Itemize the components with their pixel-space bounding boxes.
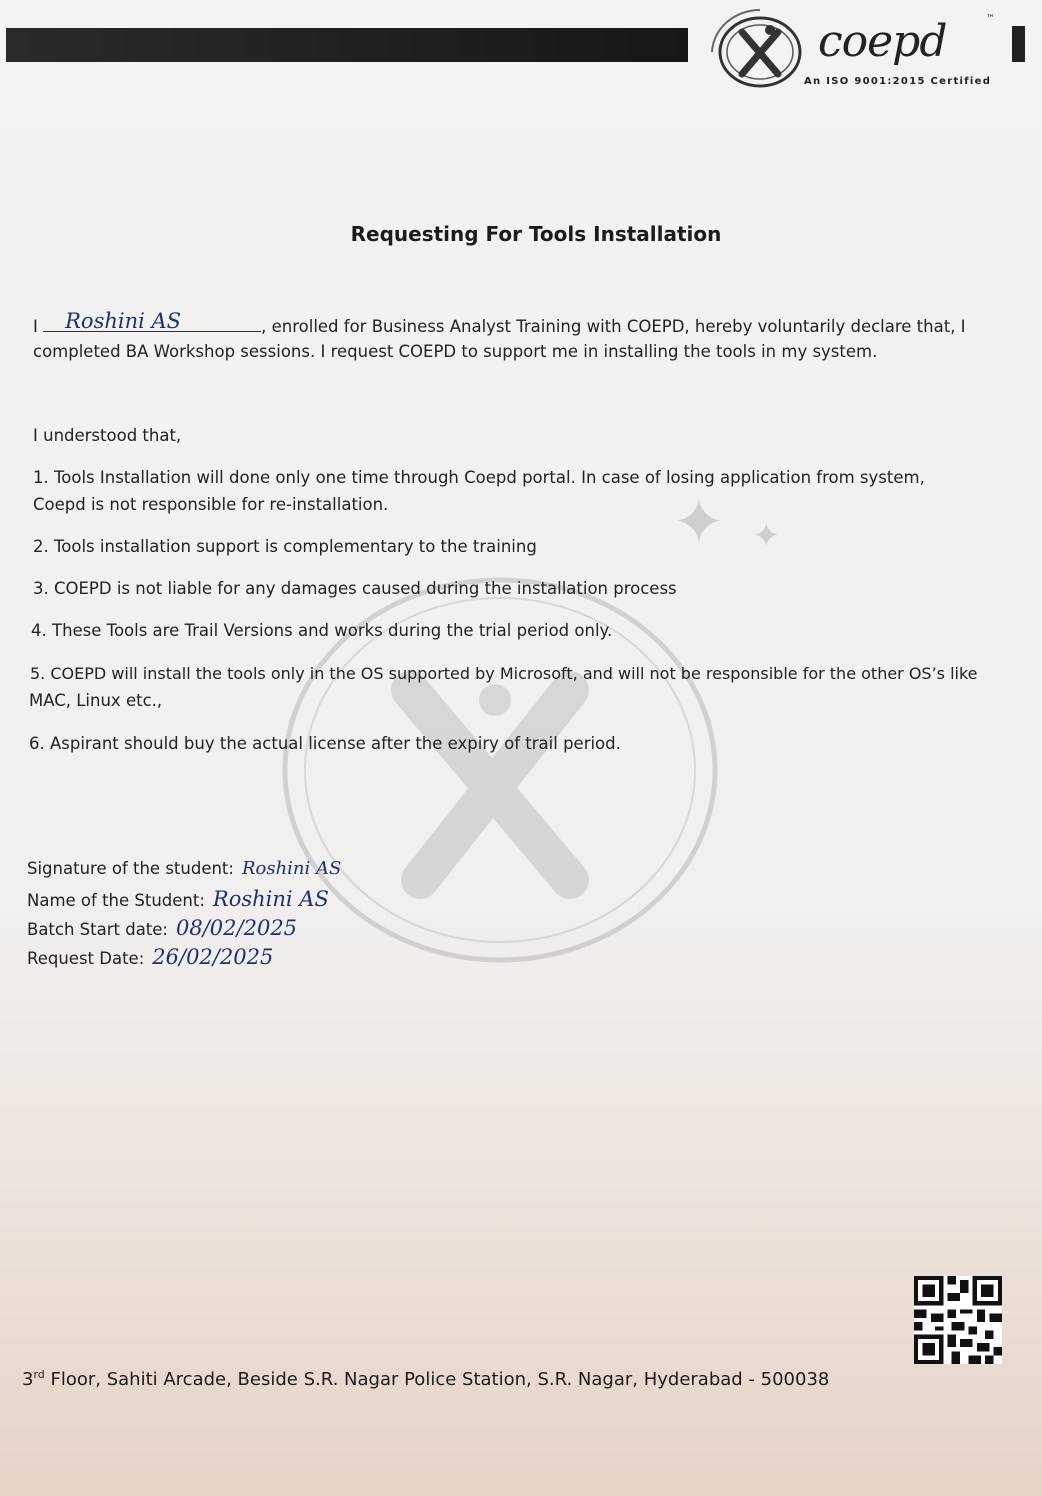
- handwritten-batch-date: 08/02/2025: [176, 916, 298, 940]
- coepd-logo: [692, 6, 1032, 98]
- page-title: Requesting For Tools Installation: [350, 222, 722, 246]
- term-4: 4. These Tools are Trail Versions and works during the trial period only.: [31, 621, 613, 640]
- declaration-prefix: I: [33, 317, 38, 336]
- iso-certification: An ISO 9001:2015 Certified: [804, 76, 992, 87]
- term-1-line-1: 1. Tools Installation will done only one time through Coepd portal. In case of losing application from system,: [33, 468, 925, 487]
- signature-field: [27, 858, 341, 879]
- sparkle-icon: ✦: [752, 516, 781, 556]
- coepd-x-logo-icon: [692, 6, 812, 98]
- brand-name: coepd: [818, 16, 947, 67]
- header-block: [1012, 26, 1025, 62]
- declaration-line-1: [33, 309, 966, 336]
- sparkle-icon: ✦: [672, 486, 726, 560]
- understood-intro: I understood that,: [33, 426, 182, 445]
- request-date-field: [27, 945, 273, 969]
- coepd-x-watermark-icon: [210, 540, 730, 980]
- student-name-field: [27, 887, 329, 911]
- declaration-text: , enrolled for Business Analyst Training with COEPD, hereby voluntarily declare that, I: [261, 317, 966, 336]
- header-bar: [6, 28, 688, 62]
- handwritten-student-name: Roshini AS: [65, 309, 182, 333]
- name-blank: [43, 309, 261, 333]
- trademark: ™: [986, 14, 995, 24]
- request-date-label: Request Date:: [27, 949, 145, 968]
- footer-address: [22, 1368, 829, 1390]
- term-5-line-2: MAC, Linux etc.,: [29, 691, 163, 710]
- student-name-label: Name of the Student:: [27, 891, 205, 910]
- signature-label: Signature of the student:: [27, 859, 234, 878]
- batch-start-field: [27, 916, 297, 940]
- handwritten-signature: Roshini AS: [241, 858, 342, 879]
- address-floor-number: 3: [22, 1369, 34, 1390]
- handwritten-student-name-value: Roshini AS: [212, 887, 329, 911]
- term-1-line-2: Coepd is not responsible for re-installation.: [33, 495, 389, 514]
- term-2: 2. Tools installation support is complementary to the training: [33, 537, 537, 556]
- term-5-line-1: 5. COEPD will install the tools only in the OS supported by Microsoft, and will not be responsible for the other OS’s like: [30, 664, 978, 683]
- handwritten-request-date: 26/02/2025: [152, 945, 274, 969]
- term-6: 6. Aspirant should buy the actual license after the expiry of trail period.: [29, 734, 621, 753]
- address-floor-suffix: rd: [33, 1368, 45, 1381]
- qr-code-icon: [914, 1275, 1002, 1365]
- address-text: Floor, Sahiti Arcade, Beside S.R. Nagar Police Station, S.R. Nagar, Hyderabad - 500038: [44, 1369, 830, 1390]
- declaration-line-2: completed BA Workshop sessions. I request COEPD to support me in installing the tools in my system.: [33, 342, 878, 361]
- term-3: 3. COEPD is not liable for any damages caused during the installation process: [33, 579, 677, 598]
- batch-start-label: Batch Start date:: [27, 920, 168, 939]
